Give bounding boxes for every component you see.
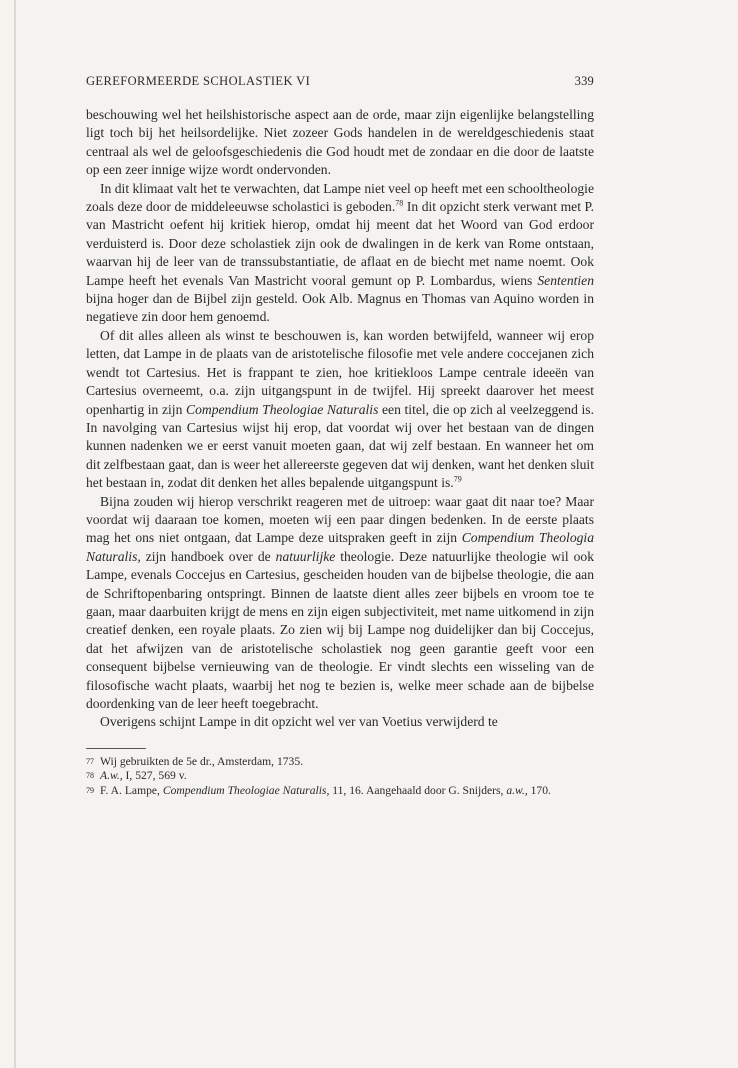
text-run: 11, 16. Aangehaald door G. Snijders, [329,783,507,797]
italic-text: Compendium Theologiae Naturalis [186,401,379,417]
text-run: zijn handboek over de [140,548,276,564]
scan-edge [14,0,16,1068]
italic-text: Compendium Theologiae Naturalis, [162,783,330,797]
book-page [86,74,594,798]
text-run: F. A. Lampe, [100,783,163,797]
text-run: In dit opzicht sterk verwant met P. van Mastricht oefent hij kritiek hierop, omdat hij meent dat het Woord van God erdoor verduisterd is. Door deze scholastiek zijn ook de dwalingen in de kerk van Rome ontstaan, waarvan hij de leer van de transsubstantiatie, de aflaat en de biecht met name noemt. Ook Lampe heeft het evenals Van Mastricht vooral gemunt op P. Lombardus, wiens [86,199,594,288]
italic-text: A.w., [100,769,123,783]
footnote-rule [86,748,146,749]
text-run: Of dit alles alleen als winst te beschouwen is, kan worden betwijfeld, wanneer wij erop letten, dat Lampe in de plaats van de aristotelische filosofie met vele andere coccejanen zich wendt tot Cartesius. Het is frappant te zien, hoe kritiekloos Lampe centrale ideeën van Cartesius overneemt, o.a. zijn uitgangspunt in de twijfel. Hij spreekt daarover het meest openhartig in zijn [86,327,594,417]
text-run: theologie. Deze natuurlijke theologie wil ook Lampe, evenals Coccejus en Cartesius, gescheiden houden van de bijbelse theologie, die aan de Schriftopenbaring ontspringt. Binnen de laatste dient alles zeer bijbels en vroom toe te gaan, maar daarbuiten krijgt de mens en zijn eigen subjectiviteit, met name uitkomend in zijn creatief denken, een royale plaats. Zo zien wij bij Lampe nog duidelijker dan bij Coccejus, dat het afwijzen van de aristotelische scholastiek nog geen garantie geeft voor een consequent bijbelse vernieuwing van de theologie. Er vindt slechts een wisseling van de filosofische wacht plaats, waarbij het nog te bezien is, welke meer schade aan de bijbelse doordenking van de leer heeft toegebracht. [86,548,594,711]
running-head-title: GEREFORMEERDE SCHOLASTIEK VI [86,74,311,88]
text-run: een titel, die op zich al veelzeggend is. In navolging van Cartesius wijst hij erop, dat voordat wij over het bestaan van de dingen kunnen nadenken we er eerst vanuit moeten gaan, dat wij zelf bestaan. En wanneer het om dit zelfbestaan gaat, dan is weer het allereerste gegeven dat wij denken, want het denken sluit het bestaan in, zodat dit denken het alles bepalende uitgangspunt is. [86,401,594,491]
page-number: 339 [574,74,594,88]
text-run: 170. [527,783,551,797]
running-head [86,74,594,92]
footnote-ref: 79 [453,474,462,484]
paragraph [86,106,594,180]
italic-text: Compendium Theologia Naturalis, [86,530,594,564]
text-run: Overigens schijnt Lampe in dit opzicht wel ver van Voetius verwijderd te [100,714,498,730]
footnote-number: 78 [86,771,94,781]
italic-text: natuurlijke [275,548,336,564]
paragraph [86,713,594,731]
text-run: Wij gebruikten de 5e dr., Amsterdam, 1735. [100,754,304,768]
text-run: bijna hoger dan de Bijbel zijn gesteld. Ook Alb. Magnus en Thomas van Aquino worden in negatieve zin door hem genoemd. [86,291,594,325]
footnote [86,769,594,784]
footnote [86,755,594,770]
paragraph [86,327,594,493]
italic-text: Sententien [537,272,594,288]
footnote-number: 77 [86,756,94,766]
paragraph [86,180,594,327]
text-run: I, 527, 569 v. [122,769,187,783]
text-run: In dit klimaat valt het te verwachten, dat Lampe niet veel op heeft met een schooltheologie zoals deze door de middeleeuwse scholastici is geboden. [86,180,594,215]
text-run: beschouwing wel het heilshistorische aspect aan de orde, maar zijn eigenlijke belangstelling ligt toch bij het heilsordelijke. Niet zozeer Gods handelen in de wereldgeschiedenis staat centraal als wel de geloofsgeschiedenis die God houdt met de zondaar en die door de laatste op een zeer innige wijze wordt ondervonden. [86,107,594,178]
italic-text: a.w., [506,783,528,797]
footnote [86,784,594,799]
footnote-ref: 78 [395,198,404,208]
body-text [86,106,594,732]
paragraph [86,493,594,714]
text-run: Bijna zouden wij hierop verschrikt reageren met de uitroep: waar gaat dit naar toe? Maar voordat wij daaraan toe komen, moeten wij een paar dingen bedenken. In de eerste plaats mag het ons niet ontgaan, dat Lampe deze uitspraken geeft in zijn [86,493,594,546]
footnotes [86,755,594,799]
footnote-number: 79 [86,785,94,795]
